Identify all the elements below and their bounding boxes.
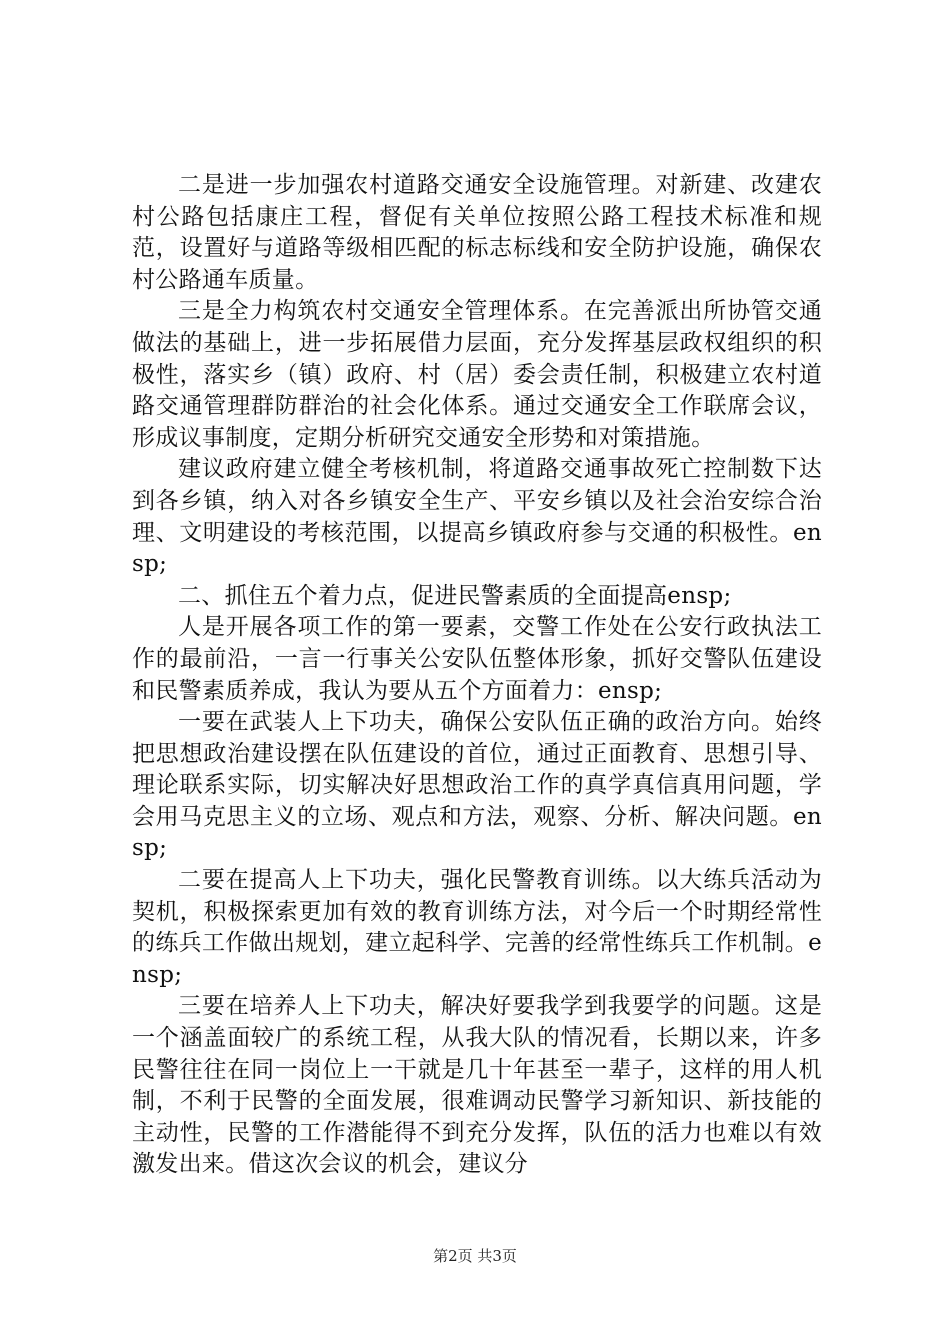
page-number-footer: 第2页 共3页 — [433, 1247, 517, 1265]
paragraph: 二要在提高人上下功夫，强化民警教育训练。以大练兵活动为契机，积极探索更加有效的教育训练方法，对今后一个时期经常性的练兵工作做出规划，建立起科学、完善的经常性练兵工作机制。ensp; — [132, 867, 822, 988]
paragraph: 人是开展各项工作的第一要素，交警工作处在公安行政执法工作的最前沿，一言一行事关公安队伍整体形象，抓好交警队伍建设和民警素质养成，我认为要从五个方面着力：ensp; — [132, 614, 822, 704]
paragraph: 建议政府建立健全考核机制，将道路交通事故死亡控制数下达到各乡镇，纳入对各乡镇安全生产、平安乡镇以及社会治安综合治理、文明建设的考核范围，以提高乡镇政府参与交通的积极性。ensp; — [132, 456, 822, 578]
paragraph: 二是进一步加强农村道路交通安全设施管理。对新建、改建农村公路包括康庄工程，督促有关单位按照公路工程技术标准和规范，设置好与道路等级相匹配的标志标线和安全防护设施，确保农村公路通车质量。 — [132, 172, 822, 293]
paragraph: 三是全力构筑农村交通安全管理体系。在完善派出所协管交通做法的基础上，进一步拓展借力层面，充分发挥基层政权组织的积极性，落实乡（镇）政府、村（居）委会责任制，积极建立农村道路交通管理群防群治的社会化体系。通过交通安全工作联席会议，形成议事制度，定期分析研究交通安全形势和对策措施。 — [132, 298, 822, 451]
document-body — [132, 170, 822, 1181]
paragraph: 一要在武装人上下功夫，确保公安队伍正确的政治方向。始终把思想政治建设摆在队伍建设的首位，通过正面教育、思想引导、理论联系实际，切实解决好思想政治工作的真学真信真用问题，学会用马克思主义的立场、观点和方法，观察、分析、解决问题。ensp; — [132, 709, 822, 862]
section-heading: 二、抓住五个着力点，促进民警素质的全面提高ensp; — [178, 582, 732, 609]
paragraph: 三要在培养人上下功夫，解决好要我学到我要学的问题。这是一个涵盖面较广的系统工程，从我大队的情况看，长期以来，许多民警往往在同一岗位上一干就是几十年甚至一辈子，这样的用人机制，不利于民警的全面发展，很难调动民警学习新知识、新技能的主动性，民警的工作潜能得不到充分发挥，队伍的活力也难以有效激发出来。借这次会议的机会，建议分 — [132, 993, 822, 1178]
